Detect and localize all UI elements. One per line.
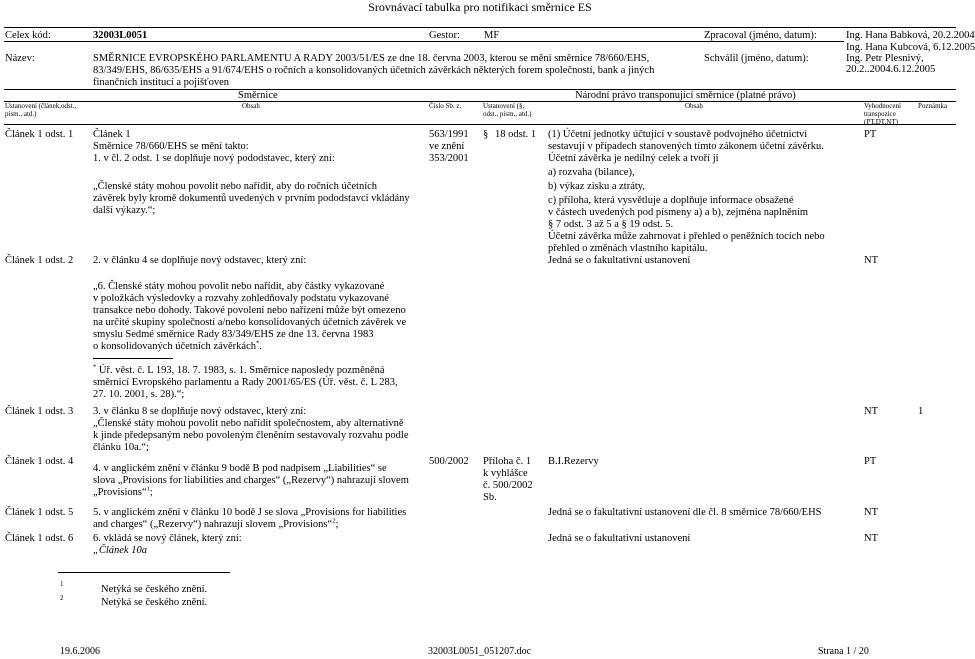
row3-obsah-line: článku 10a.“; [93, 442, 149, 453]
row1-cislo: ve znění [429, 141, 465, 152]
row1-cislo: 563/1991 [429, 129, 469, 140]
row1-obsah2-line: sestavují v případech stanovených tímto zákonem účetní závěrku. [548, 141, 824, 152]
row3-poznamka: 1 [918, 406, 924, 417]
row2-obsah-line: „6. Členské státy mohou povolit nebo nařídit, aby částky vykazované [93, 281, 385, 292]
col-header-vyhodnoceni: Vyhodnocení transpozice (PT,DT,NT) [864, 102, 901, 127]
row4-footnote-ref: 1 [146, 485, 150, 493]
column-header-rule [4, 124, 956, 125]
row4-ustanoveni2: k vyhlášce [483, 468, 528, 479]
footnote-text: Netýká se českého znění. [101, 597, 208, 608]
row6-obsah-line: 6. vkládá se nový článek, který zní: [93, 533, 242, 544]
nazev-line-3: finančních institucí a pojišťoven [93, 77, 229, 88]
row2-obsah-line: transakce nebo dohody. Takové povolení nebo nařízení může být omezeno [93, 305, 406, 316]
row4-obsah-tail: ; [149, 487, 153, 498]
row3-vyhodnoceni: NT [864, 406, 878, 417]
footer-filename: 32003L0051_051207.doc [428, 646, 532, 657]
footnote-text: Netýká se českého znění. [101, 584, 208, 595]
row2-obsah-line: na určité skupiny společností a/nebo konsolidovaných účetních závěrek ve [93, 317, 407, 328]
row1-paragraph-sign: § [483, 129, 489, 140]
row1-obsah2-line: a) rozvaha (bilance), [548, 167, 635, 178]
row5-ustanoveni: Článek 1 odst. 5 [5, 507, 74, 518]
row6-obsah2: Jedná se o fakultativní ustanovení [548, 533, 691, 544]
row4-cislo: 500/2002 [429, 456, 469, 467]
row1-obsah2-line: Účetní závěrka může zahrnovat i přehled o peněžních tocích nebo [548, 231, 825, 242]
row2-obsah2: Jedná se o fakultativní ustanovení [548, 255, 691, 266]
footnote-separator [58, 572, 230, 573]
celex-value: 32003L0051 [93, 30, 148, 41]
row1-ustanoveni: Článek 1 odst. 1 [5, 129, 74, 140]
row5-obsah-line [93, 518, 338, 531]
row1-vyhodnoceni: PT [864, 129, 877, 140]
row1-obsah-line: Směrnice 78/660/EHS se mění takto: [93, 141, 249, 152]
row1-obsah-line: Článek 1 [93, 129, 131, 140]
row2-footnote-text: Úř. věst. č. L 193, 18. 7. 1983, s. 1. Směrnice naposledy pozměněná [98, 365, 385, 376]
row2-footnote-line: směrnicí Evropského parlamentu a Rady 2001/65/ES (Úř. věst. č. L 283, [93, 377, 398, 388]
gestor-label: Gestor: [429, 30, 460, 41]
col-header-obsah2: Obsah [685, 102, 703, 110]
row5-obsah-tail: ; [335, 519, 339, 530]
row4-ustanoveni2: Příloha č. 1 [483, 456, 532, 467]
page-title: Srovnávací tabulka pro notifikaci směrnice ES [368, 0, 592, 14]
zpracoval-name-1: Ing. Hana Babková, 20.2.2004 [846, 30, 975, 41]
schvalil-name-2: 20.2..2004.6.12.2005 [846, 64, 936, 75]
row1-obsah2-line: b) výkaz zisku a ztráty, [548, 181, 645, 192]
row1-obsah2-line: Účetní závěrka je nedílný celek a tvoří ji [548, 153, 719, 164]
row1-obsah2-line: přehled o změnách vlastního kapitálu. [548, 243, 708, 254]
row4-obsah2: B.I.Rezervy [548, 456, 599, 467]
row2-footnote-num: * [93, 363, 97, 371]
zpracoval-name-2: Ing. Hana Kubcová, 6.12.2005 [846, 42, 975, 53]
footnote-number: 2 [60, 594, 64, 602]
nazev-line-1: SMĚRNICE EVROPSKÉHO PARLAMENTU A RADY 2003/51/ES ze dne 18. června 2003, kterou se mění směrnice 78/660/EHS, [93, 53, 650, 64]
row4-ustanoveni2: č. 500/2002 [483, 480, 533, 491]
row2-obsah-line: smyslu Sedmé směrnice Rady 83/349/EHS ze dne 13. června 1983 [93, 329, 374, 340]
row2-footnote-mark: * [255, 339, 260, 347]
row2-vyhodnoceni: NT [864, 255, 878, 266]
row2-footnote-rule [93, 358, 173, 359]
nazev-line-2: 83/349/EHS, 86/635/EHS a 91/674/EHS o ročních a konsolidovaných účetních závěrkách některých forem společností, bank a jiných [93, 65, 655, 76]
row1-obsah-line: 1. v čl. 2 odst. 1 se doplňuje nový pododstavec, který zní: [93, 153, 335, 164]
celex-label: Celex kód: [5, 30, 51, 41]
row5-obsah-line: 5. v anglickém znění v článku 10 bodě J se slova „Provisions for liabilities [93, 507, 407, 518]
row6-ustanoveni: Článek 1 odst. 6 [5, 533, 74, 544]
row5-vyhodnoceni: NT [864, 507, 878, 518]
row2-obsah-line: v položkách výsledovky a rozvahy zohledňovaly podstatu vykazované [93, 293, 389, 304]
row2-obsah-line: o konsolidovaných účetních závěrkách*. [93, 339, 262, 352]
row2-ustanoveni: Článek 1 odst. 2 [5, 255, 74, 266]
col-header-obsah: Obsah [242, 102, 260, 110]
row1-obsah-line: závěrek byly kromě dokumentů uvedených v prvním pododstavci vkládány [93, 193, 410, 204]
footer-page-number: Strana 1 / 20 [818, 646, 869, 657]
row6-obsah-line: „Článek 10a [93, 545, 147, 556]
col-header-ustanoveni: Ustanovení (článek,odst., písm., atd.) [5, 102, 77, 119]
row6-vyhodnoceni: NT [864, 533, 878, 544]
column-group-smernice: Směrnice [238, 90, 278, 101]
nazev-label: Název: [5, 53, 35, 64]
row4-obsah-last: „Provisions“ [93, 487, 147, 498]
column-group-rule [4, 101, 956, 102]
col-header-ustanoveni2: Ustanovení (§, odst., písm., atd.) [483, 102, 532, 119]
row5-obsah-last: and charges“ („Rezervy“) nahrazují slovem „Provisions“ [93, 519, 333, 530]
row2-obsah-last: o konsolidovaných účetních závěrkách [93, 341, 256, 352]
row5-footnote-ref: 2 [332, 517, 336, 525]
schvalil-name-1: Ing. Petr Plesnivý, [846, 53, 924, 64]
gestor-value: MF [484, 30, 500, 41]
header-top-rule [4, 27, 956, 28]
row2-obsah-line: 2. v článku 4 se doplňuje nový odstavec, který zní: [93, 255, 307, 266]
row3-obsah-line: 3. v článku 8 se doplňuje nový odstavec, který zní: [93, 406, 307, 417]
header-mid-rule [4, 41, 844, 42]
row1-obsah-line: další výkazy.“; [93, 205, 156, 216]
col-header-poznamka: Poznámka [918, 102, 948, 110]
row5-obsah2: Jedná se o fakultativní ustanovení dle čl. 8 směrnice 78/660/EHS [548, 507, 822, 518]
row1-cislo: 353/2001 [429, 153, 469, 164]
row1-ustanoveni2: 18 odst. 1 [495, 129, 537, 140]
zpracoval-label: Zpracoval (jméno, datum): [704, 30, 817, 41]
row4-ustanoveni: Článek 1 odst. 4 [5, 456, 74, 467]
header-bottom-rule [4, 89, 956, 90]
row4-vyhodnoceni: PT [864, 456, 877, 467]
row1-obsah-line: „Členské státy mohou povolit nebo nařídit, aby do ročních účetních [93, 181, 378, 192]
row3-obsah-line: k jinde předepsaným nebo povoleným členěním sestavovaly rozvahu podle [93, 430, 409, 441]
row3-ustanoveni: Článek 1 odst. 3 [5, 406, 74, 417]
row3-obsah-line: „Členské státy mohou povolit nebo nařídit společnostem, aby alternativně [93, 418, 404, 429]
col-header-cislo: Číslo Sb. z. [429, 102, 462, 110]
row4-obsah-line: 4. v anglickém znění v článku 9 bodě B pod nadpisem „Liabilities“ se [93, 463, 387, 474]
schvalil-label: Schválil (jméno, datum): [704, 53, 809, 64]
row1-obsah2-line: v částech uvedených pod písmeny a) a b), zejména naplněním [548, 207, 809, 218]
row4-obsah-line: slova „Provisions for liabilities and charges“ („Rezervy“) nahrazují slovem [93, 475, 409, 486]
row1-obsah2-line: § 7 odst. 3 až 5 a § 19 odst. 5. [548, 219, 674, 230]
row1-obsah2-line: (1) Účetní jednotky účtující v soustavě podvojného účetnictví [548, 129, 808, 140]
column-group-narodni: Národní právo transponující směrnice (platné právo) [575, 90, 796, 101]
footnote-number: 1 [60, 580, 64, 588]
row1-obsah2-line: c) příloha, která vysvětluje a doplňuje informace obsažené [548, 195, 794, 206]
row4-ustanoveni2: Sb. [483, 492, 497, 503]
row2-footnote-line: 27. 10. 2001, s. 28).“; [93, 389, 185, 400]
row4-obsah-line [93, 486, 153, 499]
footer-date: 19.6.2006 [60, 646, 100, 657]
